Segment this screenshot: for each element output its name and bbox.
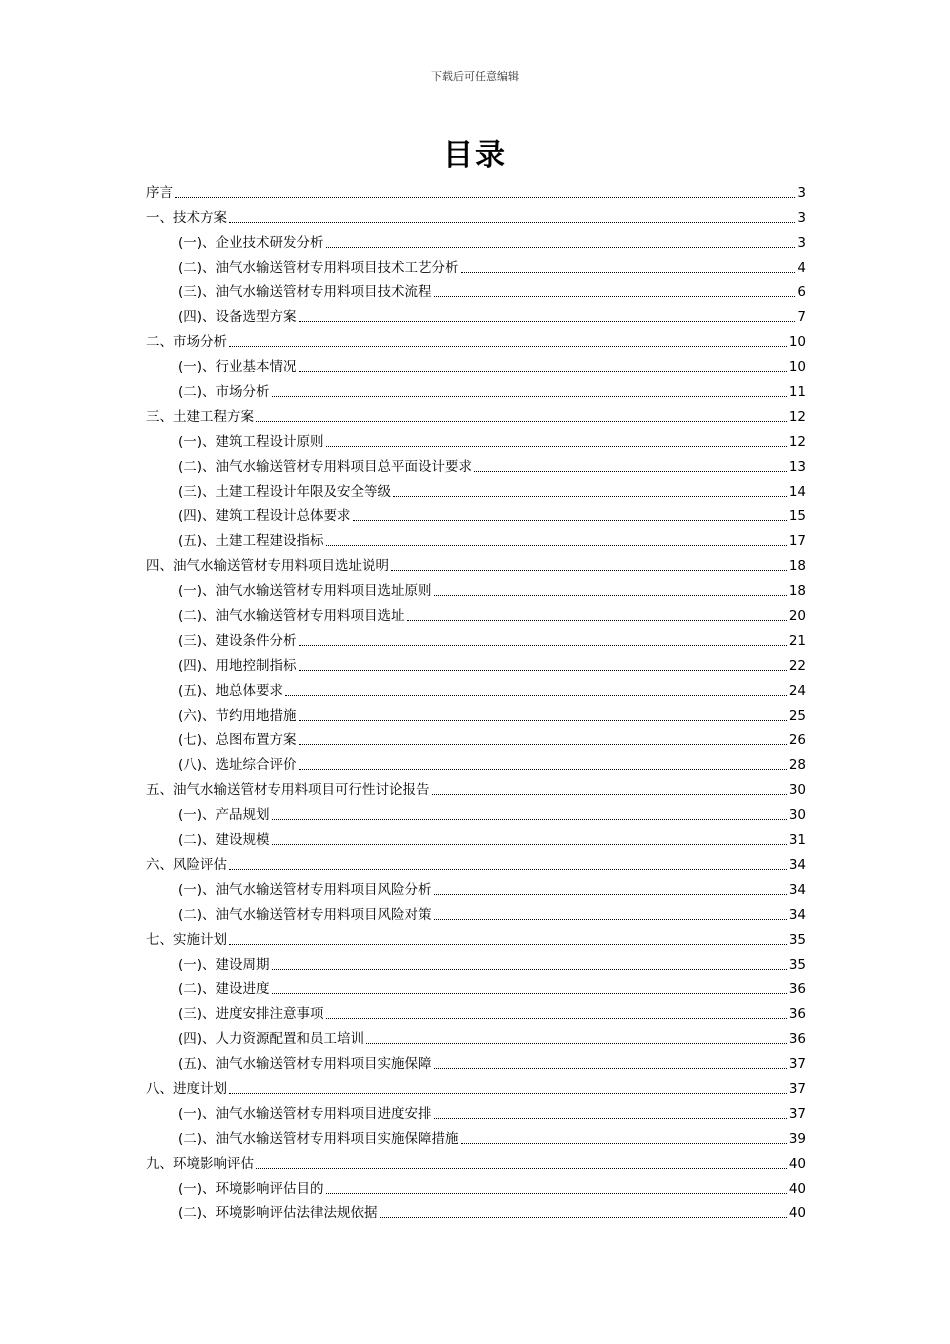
toc-entry-page: 25: [788, 707, 806, 724]
toc-entry-page: 37: [788, 1105, 806, 1122]
toc-entry-label: (五)、土建工程建设指标: [178, 533, 324, 550]
toc-entry[interactable]: [146, 376, 806, 401]
toc-dot-leader: [434, 1067, 787, 1069]
toc-entry-page: 7: [797, 309, 806, 326]
toc-entry[interactable]: [146, 1023, 806, 1048]
toc-entry-page: 18: [788, 558, 806, 575]
toc-dot-leader: [229, 221, 795, 223]
toc-entry-label: (一)、建设周期: [178, 956, 270, 973]
toc-entry-page: 35: [788, 956, 806, 973]
toc-dot-leader: [229, 868, 787, 870]
toc-dot-leader: [299, 743, 787, 745]
toc-entry[interactable]: [146, 326, 806, 351]
toc-entry-page: 24: [788, 682, 806, 699]
toc-entry-label: (四)、用地控制指标: [178, 657, 297, 674]
toc-entry[interactable]: [146, 277, 806, 302]
toc-entry[interactable]: [146, 227, 806, 252]
toc-entry-page: 4: [797, 259, 806, 276]
toc-entry-page: 28: [788, 757, 806, 774]
toc-entry-page: 20: [788, 608, 806, 625]
toc-entry-page: 30: [788, 782, 806, 799]
toc-entry[interactable]: [146, 525, 806, 550]
toc-entry-page: 35: [788, 931, 806, 948]
toc-entry-label: (一)、企业技术研发分析: [178, 234, 324, 251]
toc-entry-label: (二)、油气水输送管材专用料项目实施保障措施: [178, 1130, 459, 1147]
toc-dot-leader: [299, 644, 787, 646]
toc-entry[interactable]: [146, 899, 806, 924]
toc-dot-leader: [299, 370, 787, 372]
toc-entry-page: 17: [788, 533, 806, 550]
table-of-contents: [146, 177, 806, 1222]
toc-entry-page: 15: [788, 508, 806, 525]
toc-entry-label: 八、进度计划: [146, 1080, 227, 1097]
toc-entry-label: (二)、建设进度: [178, 981, 270, 998]
toc-entry[interactable]: [146, 301, 806, 326]
toc-entry-label: 六、风险评估: [146, 856, 227, 873]
toc-entry-label: 四、油气水输送管材专用料项目选址说明: [146, 558, 389, 575]
toc-entry-page: 37: [788, 1080, 806, 1097]
toc-dot-leader: [299, 768, 787, 770]
toc-entry-page: 36: [788, 1006, 806, 1023]
toc-entry[interactable]: [146, 774, 806, 799]
toc-entry[interactable]: [146, 700, 806, 725]
toc-dot-leader: [272, 818, 787, 820]
toc-dot-leader: [229, 345, 787, 347]
toc-dot-leader: [326, 445, 787, 447]
toc-entry-label: (一)、油气水输送管材专用料项目进度安排: [178, 1105, 432, 1122]
toc-entry-label: (二)、建设规模: [178, 832, 270, 849]
toc-entry-label: (四)、建筑工程设计总体要求: [178, 508, 351, 525]
toc-entry-page: 18: [788, 583, 806, 600]
toc-entry-page: 36: [788, 1031, 806, 1048]
toc-entry[interactable]: [146, 1148, 806, 1173]
toc-entry-label: (三)、油气水输送管材专用料项目技术流程: [178, 284, 432, 301]
toc-entry-page: 3: [797, 209, 806, 226]
toc-dot-leader: [434, 594, 787, 596]
toc-dot-leader: [256, 1167, 787, 1169]
toc-dot-leader: [434, 893, 787, 895]
toc-entry-label: (四)、人力资源配置和员工培训: [178, 1031, 365, 1048]
toc-entry[interactable]: [146, 1173, 806, 1198]
toc-entry-label: 序言: [146, 184, 173, 201]
toc-dot-leader: [326, 544, 787, 546]
toc-entry-label: (二)、油气水输送管材专用料项目总平面设计要求: [178, 458, 473, 475]
toc-entry[interactable]: [146, 725, 806, 750]
toc-entry-label: (二)、油气水输送管材专用料项目风险对策: [178, 906, 432, 923]
toc-entry-label: (四)、设备选型方案: [178, 309, 297, 326]
toc-entry-label: (二)、市场分析: [178, 384, 270, 401]
toc-dot-leader: [285, 694, 787, 696]
toc-entry[interactable]: [146, 600, 806, 625]
toc-entry-label: (一)、产品规划: [178, 807, 270, 824]
toc-entry-page: 14: [788, 483, 806, 500]
toc-entry-label: (一)、环境影响评估目的: [178, 1180, 324, 1197]
toc-entry[interactable]: [146, 675, 806, 700]
toc-dot-leader: [461, 1142, 787, 1144]
toc-entry-label: (三)、土建工程设计年限及安全等级: [178, 483, 392, 500]
toc-entry-label: (二)、油气水输送管材专用料项目技术工艺分析: [178, 259, 459, 276]
toc-entry-label: 九、环境影响评估: [146, 1155, 254, 1172]
toc-dot-leader: [353, 519, 787, 521]
toc-entry-label: 二、市场分析: [146, 334, 227, 351]
toc-entry[interactable]: [146, 1098, 806, 1123]
toc-entry[interactable]: [146, 949, 806, 974]
toc-entry-page: 40: [788, 1205, 806, 1222]
toc-entry-label: (五)、地总体要求: [178, 682, 284, 699]
toc-dot-leader: [434, 1117, 787, 1119]
toc-dot-leader: [175, 196, 795, 198]
toc-entry[interactable]: [146, 501, 806, 526]
toc-entry[interactable]: [146, 1048, 806, 1073]
toc-entry-label: (一)、油气水输送管材专用料项目风险分析: [178, 881, 432, 898]
toc-dot-leader: [229, 943, 787, 945]
toc-entry[interactable]: [146, 202, 806, 227]
toc-entry-label: (三)、建设条件分析: [178, 632, 297, 649]
toc-dot-leader: [461, 271, 796, 273]
toc-entry-page: 31: [788, 832, 806, 849]
toc-entry[interactable]: [146, 575, 806, 600]
toc-entry-label: (五)、油气水输送管材专用料项目实施保障: [178, 1056, 432, 1073]
toc-dot-leader: [432, 793, 787, 795]
toc-dot-leader: [434, 918, 787, 920]
toc-entry[interactable]: [146, 924, 806, 949]
toc-entry-label: (二)、环境影响评估法律法规依据: [178, 1205, 378, 1222]
toc-entry-label: 七、实施计划: [146, 931, 227, 948]
toc-dot-leader: [366, 1042, 787, 1044]
toc-entry-label: 五、油气水输送管材专用料项目可行性讨论报告: [146, 782, 430, 799]
toc-entry-label: (一)、行业基本情况: [178, 359, 297, 376]
page-title: 目录: [443, 138, 507, 173]
toc-entry[interactable]: [146, 799, 806, 824]
toc-entry-page: 12: [788, 408, 806, 425]
toc-entry[interactable]: [146, 874, 806, 899]
toc-dot-leader: [474, 470, 787, 472]
toc-entry[interactable]: [146, 401, 806, 426]
toc-entry-page: 11: [788, 384, 806, 401]
toc-entry[interactable]: [146, 1198, 806, 1223]
toc-dot-leader: [256, 420, 787, 422]
toc-dot-leader: [229, 1092, 787, 1094]
toc-dot-leader: [393, 495, 787, 497]
toc-dot-leader: [272, 843, 787, 845]
toc-entry[interactable]: [146, 625, 806, 650]
header-note: 下载后可任意编辑: [431, 70, 519, 83]
toc-entry-page: 3: [797, 234, 806, 251]
toc-entry[interactable]: [146, 550, 806, 575]
toc-dot-leader: [299, 719, 787, 721]
toc-entry-page: 34: [788, 906, 806, 923]
toc-entry[interactable]: [146, 824, 806, 849]
toc-entry-label: (三)、进度安排注意事项: [178, 1006, 324, 1023]
toc-entry-label: 三、土建工程方案: [146, 408, 254, 425]
toc-entry-page: 40: [788, 1155, 806, 1172]
toc-entry[interactable]: [146, 974, 806, 999]
toc-entry[interactable]: [146, 476, 806, 501]
toc-entry-label: (二)、油气水输送管材专用料项目选址: [178, 608, 405, 625]
toc-entry-label: (一)、油气水输送管材专用料项目选址原则: [178, 583, 432, 600]
toc-entry[interactable]: [146, 1073, 806, 1098]
toc-entry-page: 10: [788, 359, 806, 376]
toc-entry[interactable]: [146, 749, 806, 774]
toc-entry-page: 21: [788, 632, 806, 649]
toc-entry[interactable]: [146, 1123, 806, 1148]
toc-entry-label: (六)、节约用地措施: [178, 707, 297, 724]
toc-dot-leader: [299, 669, 787, 671]
toc-entry-page: 3: [797, 184, 806, 201]
toc-entry[interactable]: [146, 252, 806, 277]
toc-entry-page: 12: [788, 433, 806, 450]
toc-entry-label: (七)、总图布置方案: [178, 732, 297, 749]
toc-entry-page: 36: [788, 981, 806, 998]
toc-dot-leader: [326, 1017, 787, 1019]
toc-entry[interactable]: [146, 998, 806, 1023]
toc-entry-page: 34: [788, 856, 806, 873]
toc-entry-label: 一、技术方案: [146, 209, 227, 226]
toc-entry-page: 37: [788, 1056, 806, 1073]
toc-entry[interactable]: [146, 177, 806, 202]
toc-entry-page: 40: [788, 1180, 806, 1197]
toc-dot-leader: [407, 619, 787, 621]
toc-entry[interactable]: [146, 650, 806, 675]
toc-entry-page: 10: [788, 334, 806, 351]
toc-dot-leader: [299, 320, 796, 322]
toc-dot-leader: [434, 295, 796, 297]
toc-dot-leader: [272, 992, 787, 994]
toc-entry[interactable]: [146, 351, 806, 376]
toc-dot-leader: [391, 569, 787, 571]
toc-entry-page: 13: [788, 458, 806, 475]
toc-entry-page: 26: [788, 732, 806, 749]
toc-entry-label: (八)、选址综合评价: [178, 757, 297, 774]
toc-entry[interactable]: [146, 849, 806, 874]
toc-dot-leader: [326, 246, 796, 248]
toc-entry-page: 22: [788, 657, 806, 674]
toc-entry-label: (一)、建筑工程设计原则: [178, 433, 324, 450]
toc-dot-leader: [272, 968, 787, 970]
toc-entry[interactable]: [146, 426, 806, 451]
toc-dot-leader: [326, 1192, 787, 1194]
toc-entry-page: 30: [788, 807, 806, 824]
toc-dot-leader: [272, 395, 787, 397]
toc-dot-leader: [380, 1216, 787, 1218]
toc-entry-page: 34: [788, 881, 806, 898]
toc-entry[interactable]: [146, 451, 806, 476]
toc-entry-page: 6: [797, 284, 806, 301]
toc-entry-page: 39: [788, 1130, 806, 1147]
